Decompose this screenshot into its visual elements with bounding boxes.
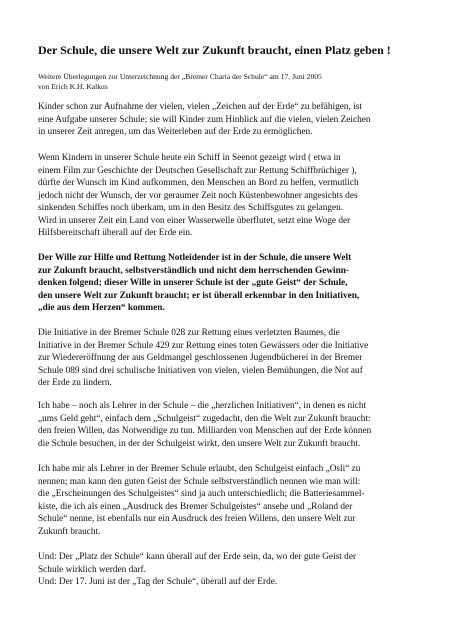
paragraph-3-emphasis	[38, 252, 428, 315]
text-line: Schule 089 sind drei schulische Initiativen von vielen, vielen Bemühungen, die Not auf	[38, 365, 363, 376]
text-line: Hilfsbereitschaft überall auf der Erde ein.	[38, 228, 193, 238]
text-line: den freien Willen, das Notwendige zu tun. Milliarden von Menschen auf der Erde können	[38, 426, 372, 436]
text-line: zur Zukunft braucht, selbstverständlich und nicht dem herrschenden Gewinn-	[38, 265, 350, 276]
text-line: kiste, die ich als einen „Ausdruck des Bremer Schulgeistes“ ansehe und „Roland der	[38, 501, 353, 512]
text-line: Der Wille zur Hilfe und Rettung Notleidender ist in der Schule, die unsere Welt	[38, 253, 352, 263]
subtitle-line: von Erich K.H. Kalkus	[38, 82, 108, 91]
paragraph-4	[38, 327, 428, 390]
text-line: in unserer Zeit anregen, um das Weiterleben auf der Erde zu ermöglichen.	[38, 127, 313, 137]
text-line: sinkenden Schiffes noch überkam, um in den Besitz des Schiffsgutes zu gelangen.	[38, 203, 344, 213]
text-line: denken folgend; dieser Wille in unserer Schule ist der „gute Geist“ der Schule,	[38, 278, 348, 288]
text-line: eine Aufgabe unserer Schule; sie will Kinder zum Hinblick auf die vielen, vielen Zeichen	[38, 114, 371, 125]
paragraph-5	[38, 400, 428, 450]
text-line: zur Wiedereröffnung der aus Geldmangel geschlossenen Jugendbücherei in der Bremer	[38, 353, 363, 363]
subtitle-line: Weitere Überlegungen zur Unterzeichnung der „Bremer Charta der Schule“ am 17. Juni 2005	[38, 72, 322, 81]
text-line: Schule wirklich werden darf.	[38, 564, 146, 575]
text-line: Die Initiative in der Bremer Schule 028 zur Rettung eines verletzten Baumes, die	[38, 328, 340, 338]
paragraph-7	[38, 551, 428, 589]
document-title: Der Schule, die unsere Welt zur Zukunft braucht, einen Platz geben !	[38, 43, 391, 57]
text-line: Wenn Kindern in unserer Schule heute ein Schiff in Seenot gezeigt wird ( etwa in	[38, 153, 341, 163]
paragraph-6	[38, 463, 428, 538]
text-line: Ich habe mir als Lehrer in der Bremer Schule erlaubt, den Schulgeist einfach „Osli“ zu	[38, 464, 361, 474]
text-line: Wird in unserer Zeit ein Land von einer Wasserwelle überflutet, setzt eine Woge der	[38, 215, 351, 226]
text-line: dürfte der Wunsch im Kind aufkommen, den Menschen an Bord zu helfen, vermutlich	[38, 178, 359, 188]
paragraph-2	[38, 152, 428, 240]
text-line: „die aus dem Herzen“ kommen.	[38, 303, 165, 313]
text-line: einem Film zur Geschichte der Deutschen Gesellschaft zur Rettung Schiffbrüchiger ),	[38, 165, 357, 176]
text-line: der Erde zu lindern.	[38, 378, 112, 388]
text-line: Kinder schon zur Aufnahme der vielen, vielen „Zeichen auf der Erde“ zu befähigen, ist	[38, 102, 362, 112]
document-subtitle	[38, 72, 438, 92]
text-line: Schule“ nenne, ist ebenfalls nur ein Ausdruck des freien Willens, den unsere Welt zur	[38, 514, 356, 524]
text-line: Und: Der 17. Juni ist der „Tag der Schule“, überall auf der Erde.	[38, 577, 278, 587]
text-line: die „Erscheinungen des Schulgeistes“ sind ja auch unterschiedlich; die Batteriesammel-	[38, 489, 365, 499]
text-line: nennen; man kann den guten Geist der Schule selbstverständlich nennen wie man will:	[38, 476, 361, 487]
text-line: den unsere Welt zur Zukunft braucht; er ist überall erkennbar in den Initiativen,	[38, 290, 360, 301]
text-line: „ums Geld geht“, einfach dem „Schulgeist“ zugedacht, den die Welt zur Zukunft braucht:	[38, 413, 371, 424]
text-line: Zukunft braucht.	[38, 526, 101, 537]
paragraph-1	[38, 101, 428, 139]
text-line: die Schule besuchen, in der der Schulgeist wirkt, den unsere Welt zur Zukunft braucht.	[38, 438, 361, 449]
text-line: Initiative in der Bremer Schule 429 zur Rettung eines toten Gewässers oder die Initiative	[38, 340, 369, 351]
text-line: jedoch nicht der Wunsch, der vor geraumer Zeit noch Küstenbewohner angesichts des	[38, 190, 358, 201]
text-line: Und: Der „Platz der Schule“ kann überall auf der Erde sein, da, wo der gute Geist der	[38, 552, 357, 562]
text-line: Ich habe – noch als Lehrer in der Schule – die „herzlichen Initiativen“, in denen es nicht	[38, 401, 367, 411]
